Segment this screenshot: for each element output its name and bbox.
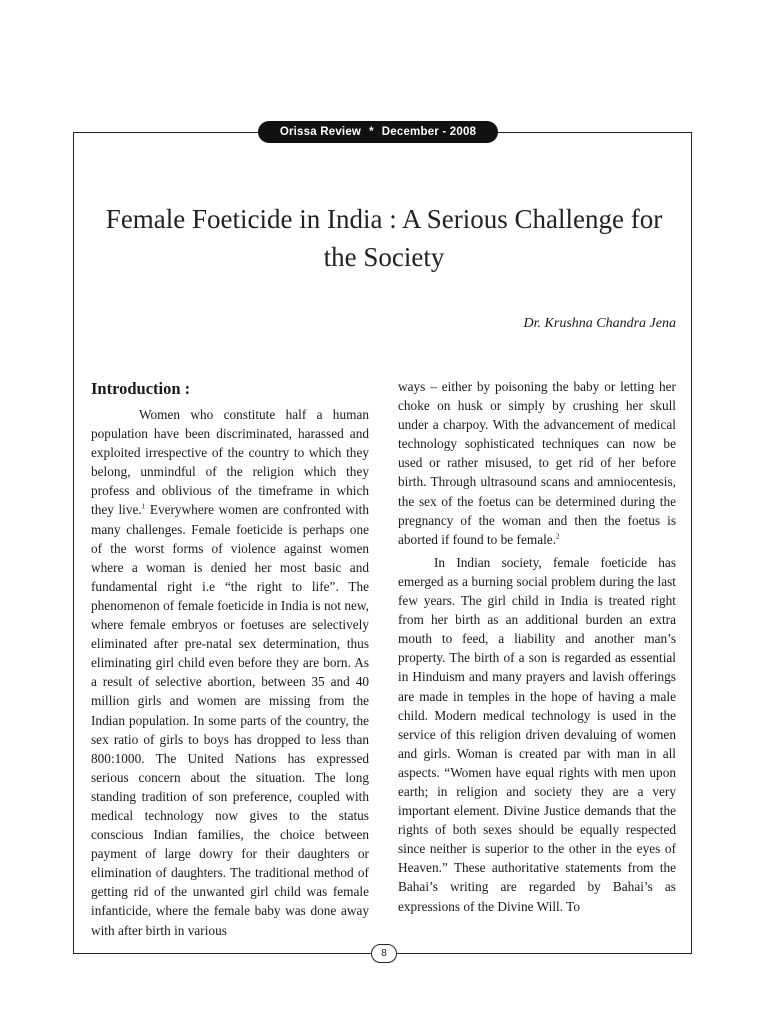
left-column <box>91 378 369 940</box>
section-heading: Introduction : <box>91 379 191 398</box>
footnote-ref-2: 2 <box>556 532 560 541</box>
paragraph-1-text-b: Everywhere women are confronted with many challenges. Female foeticide is perhaps one of the worst forms of violence against women where a woman is denied her most basic and fundamental right i.e “the right to life”. The phenomenon of female foeticide in India is not new, where female embryos or foetuses are selectively eliminated after pre-natal sex determination, thus eliminating girl child even before they are born. As a result of selective abortion, between 35 and 40 million girls and women are missing from the Indian population. In some parts of the country, the sex ratio of girls to boys has dropped to less than 800:1000. The United Nations has expressed serious concern about the situation. The long standing tradition of son preference, coupled with medical technology now gives to the status conscious Indian families, the choice between payment of large dowry for their daughters or elimination of daughters. The traditional method of getting rid of the unwanted girl child was female infanticide, where the female baby was done away with after birth in various <box>91 502 370 938</box>
issue-date: December - 2008 <box>381 126 477 138</box>
journal-name: Orissa Review <box>279 126 362 138</box>
article-title: Female Foeticide in India : A Serious Challenge for the Society <box>105 204 663 272</box>
paragraph-1-text-a: Women who constitute half a human population have been discriminated, harassed and exploited irrespective of the country to which they belong, unmindful of the religion which they profess and oblivious of the timeframe in which they live. <box>91 407 369 518</box>
paragraph-1-continued <box>398 377 676 549</box>
journal-header-badge <box>258 121 498 143</box>
right-column <box>398 377 676 916</box>
article-author: Dr. Krushna Chandra Jena <box>523 316 676 331</box>
paragraph-1 <box>91 405 369 940</box>
page-number: 8 <box>371 944 397 963</box>
footnote-ref-1: 1 <box>141 503 146 512</box>
paragraph-1-continued-text: ways – either by poisoning the baby or letting her choke on husk or simply by crushing her skull under a charpoy. With the advancement of medical technology sophisticated techniques can now be used or rather misused, to get rid of her before birth. Through ultrasound scans and amniocentesis, the sex of the foetus can be determined during the pregnancy of the woman and then the foetus is aborted if found to be female. <box>398 379 676 547</box>
header-separator: * <box>369 126 374 138</box>
paragraph-2: In Indian society, female foeticide has emerged as a burning social problem during the last few years. The girl child in India is treated right from her birth as an additional burden an extra mouth to feed, a liability and another man’s property. The birth of a son is regarded as essential in Hinduism and many prayers and lavish offerings are made in temples in the hope of having a male child. Modern medical technology is used in the service of this religion driven devaluing of women and girls. Woman is created par with man in all aspects. “Women have equal rights with men upon earth; in religion and society they are a very important element. Divine Justice demands that the rights of both sexes should be equally respected since neither is superior to the other in the eyes of Heaven.” These authoritative statements from the Bahai’s writing are regarded by Bahai’s as expressions of the Divine Will. To <box>398 554 676 914</box>
